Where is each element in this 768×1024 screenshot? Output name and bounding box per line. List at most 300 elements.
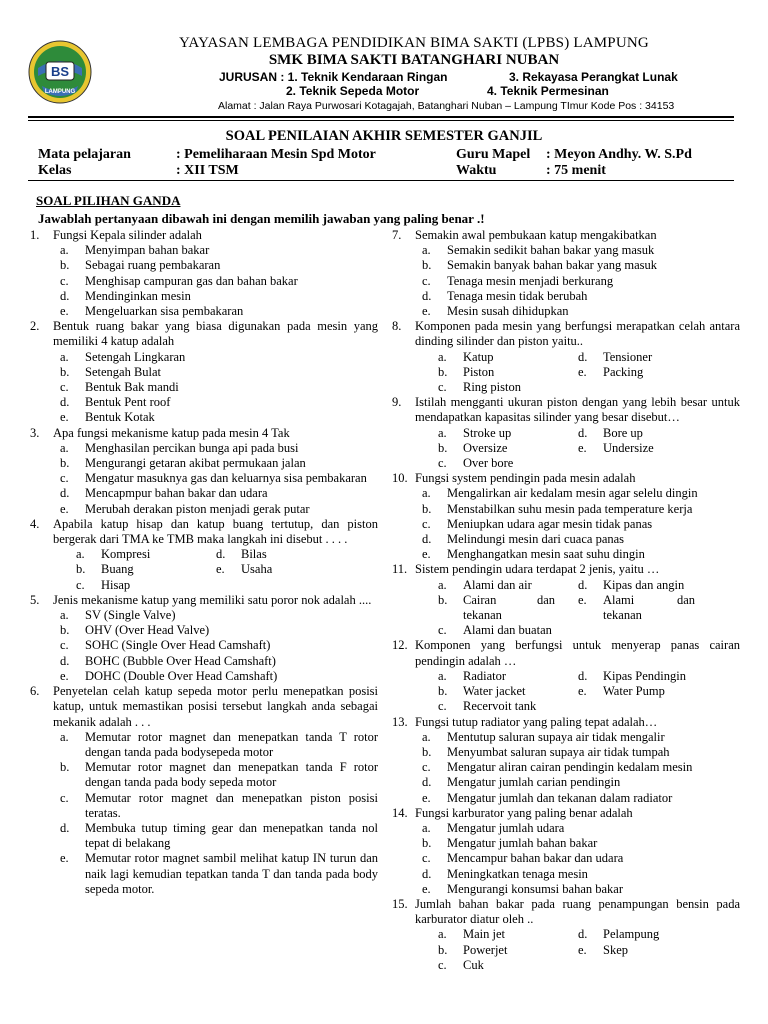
question-item — [392, 319, 740, 395]
option-text: Membuka tutup timing gear dan menepatkan tanda nol tepat di belakang — [85, 820, 378, 851]
option-text: Powerjet — [463, 942, 508, 957]
questions-right-column — [392, 228, 740, 973]
option-letter: b. — [438, 364, 448, 379]
answer-option[interactable] — [555, 426, 695, 441]
option-text: Water Pump — [603, 684, 665, 699]
answer-option[interactable] — [30, 456, 378, 471]
option-letter: d. — [422, 532, 432, 547]
option-text: Menyimpan bahan bakar — [85, 243, 210, 258]
question-text: Sistem pendingin udara terdapat 2 jenis, yaitu … — [415, 562, 660, 577]
option-text: Mengurangi konsumsi bahan bakar — [447, 881, 624, 896]
option-text: Mengatur jumlah dan tekanan dalam radiator — [447, 790, 673, 805]
option-letter: d. — [60, 653, 70, 668]
answer-option[interactable] — [392, 274, 740, 289]
option-letter: a. — [60, 349, 69, 364]
jurusan-3: 3. Rekayasa Perangkat Lunak — [509, 70, 678, 84]
answer-option[interactable] — [392, 258, 740, 273]
question-item — [30, 228, 378, 319]
option-text: Kipas Pendingin — [603, 668, 686, 683]
section-instruction: Jawablah pertanyaan dibawah ini dengan memilih jawaban yang paling benar .! — [38, 211, 485, 226]
option-letter: d. — [422, 866, 432, 881]
answer-option[interactable] — [392, 517, 740, 532]
option-text: Merubah derakan piston menjadi gerak putar — [85, 501, 310, 516]
answer-options — [415, 578, 740, 639]
class-label: Kelas — [38, 163, 72, 178]
answer-option[interactable] — [415, 350, 555, 365]
answer-option[interactable] — [415, 623, 555, 638]
question-number: 13. — [392, 714, 408, 729]
option-letter: b. — [76, 562, 86, 577]
option-text: Semakin sedikit bahan bakar yang masuk — [447, 243, 655, 258]
answer-options — [53, 547, 378, 593]
question-text: Jenis mekanisme katup yang memiliki satu poror nok adalah .... — [53, 592, 372, 607]
answer-option[interactable] — [415, 593, 555, 623]
option-text: Semakin banyak bahan bakar yang masuk — [447, 258, 658, 273]
answer-option[interactable] — [392, 486, 740, 501]
question-item — [392, 395, 740, 471]
answer-option[interactable] — [555, 593, 695, 623]
option-text: Bore up — [603, 425, 643, 440]
answer-option[interactable] — [53, 547, 193, 562]
teacher-label: Guru Mapel — [456, 147, 531, 162]
answer-option[interactable] — [30, 441, 378, 456]
option-letter: c. — [438, 957, 447, 972]
option-text: Stroke up — [463, 425, 512, 440]
question-text: Bentuk ruang bakar yang biasa digunakan pada mesin yang memiliki 4 katup adalah — [53, 319, 378, 349]
answer-option[interactable] — [555, 365, 695, 380]
option-letter: c. — [60, 380, 69, 395]
question-text: Fungsi karburator yang paling benar adalah — [415, 805, 633, 820]
option-text: Mengurangi getaran akibat permukaan jalan — [85, 456, 306, 471]
option-text: Pelampung — [603, 927, 660, 942]
question-item — [392, 471, 740, 562]
answer-option[interactable] — [30, 304, 378, 319]
answer-option[interactable] — [415, 441, 555, 456]
letterhead — [0, 0, 768, 120]
question-text: Fungsi Kepala silinder adalah — [53, 228, 202, 242]
option-letter: c. — [438, 456, 447, 471]
answer-option[interactable] — [392, 821, 740, 836]
option-text: Mengatur jumlah bahan bakar — [447, 836, 598, 851]
answer-option[interactable] — [30, 654, 378, 669]
option-letter: e. — [60, 304, 69, 319]
answer-option[interactable] — [392, 289, 740, 304]
question-number: 5. — [30, 592, 40, 607]
option-text: Skep — [603, 942, 628, 957]
question-item — [392, 715, 740, 806]
answer-option[interactable] — [555, 684, 695, 699]
answer-options — [415, 350, 740, 396]
answer-option[interactable] — [415, 699, 555, 714]
answer-option[interactable] — [415, 958, 555, 973]
answer-option[interactable] — [392, 851, 740, 866]
option-letter: d. — [578, 349, 588, 364]
answer-option[interactable] — [392, 745, 740, 760]
question-item — [30, 517, 378, 593]
question-text: Semakin awal pembukaan katup mengakibatkan — [415, 228, 657, 242]
question-number: 14. — [392, 805, 408, 820]
question-text: Fungsi tutup radiator yang paling tepat adalah… — [415, 714, 658, 729]
option-text: Oversize — [463, 440, 508, 455]
option-text: Tenaga mesin menjadi berkurang — [447, 273, 614, 288]
question-number: 3. — [30, 425, 40, 440]
answer-option[interactable] — [193, 547, 333, 562]
option-letter: b. — [60, 258, 70, 273]
answer-options — [392, 730, 740, 806]
answer-option[interactable] — [30, 380, 378, 395]
option-text: Mengatur aliran cairan pendingin kedalam mesin — [447, 760, 693, 775]
option-text: Mengalirkan air kedalam mesin agar selelu dingin — [447, 486, 698, 501]
question-number: 15. — [392, 896, 408, 911]
answer-option[interactable] — [30, 395, 378, 410]
answer-option[interactable] — [392, 760, 740, 775]
answer-option[interactable] — [392, 304, 740, 319]
option-text: Mentutup saluran supaya air tidak mengalir — [447, 729, 665, 744]
answer-option[interactable] — [30, 365, 378, 380]
option-text: Cuk — [463, 957, 484, 972]
option-letter: c. — [422, 273, 431, 288]
option-text: Bentuk Bak mandi — [85, 380, 179, 395]
option-letter: a. — [438, 927, 447, 942]
question-text: Jumlah bahan bakar pada ruang penampungan bensin pada karburator diatur oleh .. — [415, 896, 740, 927]
answer-option[interactable] — [415, 927, 555, 942]
question-item — [392, 562, 740, 638]
teacher-value: : Meyon Andhy. W. S.Pd — [546, 147, 692, 162]
option-letter: c. — [438, 380, 447, 395]
option-letter: c. — [422, 516, 431, 531]
option-text: Setengah Bulat — [85, 364, 162, 379]
option-letter: c. — [60, 790, 69, 805]
answer-option[interactable] — [392, 502, 740, 517]
answer-option[interactable] — [30, 638, 378, 653]
option-letter: a. — [438, 577, 447, 592]
option-text: Alami dan tekanan — [603, 592, 695, 623]
answer-option[interactable] — [415, 456, 555, 471]
option-letter: c. — [422, 851, 431, 866]
question-number: 9. — [392, 395, 402, 410]
option-letter: e. — [422, 304, 431, 319]
option-letter: a. — [422, 486, 431, 501]
option-text: Tenaga mesin tidak berubah — [447, 288, 588, 303]
time-label: Waktu — [456, 163, 497, 178]
answer-option[interactable] — [193, 562, 333, 577]
answer-option[interactable] — [415, 669, 555, 684]
option-letter: e. — [578, 592, 587, 607]
questions-left-column — [30, 228, 378, 897]
option-text: Bentuk Kotak — [85, 410, 155, 425]
option-letter: a. — [422, 243, 431, 258]
answer-option[interactable] — [392, 243, 740, 258]
option-letter: d. — [422, 775, 432, 790]
option-letter: d. — [60, 395, 70, 410]
answer-options — [30, 441, 378, 517]
option-text: Setengah Lingkaran — [85, 349, 186, 364]
answer-options — [30, 608, 378, 684]
option-text: Mengeluarkan sisa pembakaran — [85, 304, 244, 319]
question-number: 4. — [30, 516, 40, 531]
option-text: Meniupkan udara agar mesin tidak panas — [447, 516, 653, 531]
option-letter: d. — [60, 486, 70, 501]
logo-text: BS — [50, 64, 70, 79]
option-letter: e. — [60, 851, 69, 866]
option-text: Mengatur masuknya gas dan keluarnya sisa pembakaran — [85, 471, 367, 486]
question-number: 12. — [392, 638, 408, 653]
option-letter: b. — [60, 456, 70, 471]
option-text: Alami dan air — [463, 577, 532, 592]
option-letter: e. — [578, 440, 587, 455]
answer-option[interactable] — [30, 623, 378, 638]
option-letter: d. — [422, 288, 432, 303]
logo-caption: LAMPUNG — [44, 89, 76, 95]
option-text: Meningkatkan tenaga mesin — [447, 866, 588, 881]
option-text: Ring piston — [463, 380, 521, 395]
section-title: SOAL PILIHAN GANDA — [36, 193, 181, 208]
question-item — [392, 806, 740, 897]
subject-label: Mata pelajaran — [38, 147, 131, 162]
question-text: Apabila katup hisap dan katup buang tertutup, dan piston bergerak dari TMA ke TMB maka langkah ini disebut . . . . — [53, 516, 378, 547]
option-letter: e. — [422, 547, 431, 562]
option-text: OHV (Over Head Valve) — [85, 623, 210, 638]
option-text: Menghasilan percikan bunga api pada busi — [85, 440, 299, 455]
option-text: Menstabilkan suhu mesin pada temperature kerja — [447, 501, 693, 516]
answer-options — [30, 350, 378, 426]
answer-options — [392, 821, 740, 897]
option-text: Menghangatkan mesin saat suhu dingin — [447, 547, 645, 562]
option-letter: b. — [438, 440, 448, 455]
answer-option[interactable] — [30, 243, 378, 258]
option-letter: b. — [422, 258, 432, 273]
question-item — [392, 897, 740, 973]
option-letter: e. — [422, 881, 431, 896]
answer-options — [415, 669, 740, 715]
answer-option[interactable] — [30, 851, 378, 897]
option-letter: c. — [60, 638, 69, 653]
option-letter: b. — [422, 744, 432, 759]
answer-option[interactable] — [392, 532, 740, 547]
answer-option[interactable] — [392, 547, 740, 562]
answer-option[interactable] — [392, 730, 740, 745]
option-letter: a. — [438, 349, 447, 364]
option-text: Bentuk Pent roof — [85, 395, 171, 410]
option-letter: b. — [60, 760, 70, 775]
option-letter: b. — [438, 942, 448, 957]
question-text: Istilah mengganti ukuran piston dengan yang lebih besar untuk mendapatkan kapasitas silinder yang besar disebut… — [415, 395, 740, 425]
option-text: Mesin susah dihidupkan — [447, 304, 569, 319]
info-rule — [28, 180, 734, 181]
option-text: Main jet — [463, 927, 506, 942]
answer-options — [415, 426, 740, 472]
option-letter: a. — [60, 440, 69, 455]
option-text: Kompresi — [101, 547, 151, 562]
option-letter: a. — [438, 668, 447, 683]
question-text: Fungsi system pendingin pada mesin adalah — [415, 471, 636, 486]
option-letter: a. — [60, 243, 69, 258]
answer-option[interactable] — [53, 578, 193, 593]
option-letter: c. — [76, 577, 85, 592]
answer-option[interactable] — [555, 350, 695, 365]
question-item — [392, 638, 740, 714]
option-letter: d. — [578, 668, 588, 683]
answer-options — [392, 243, 740, 319]
option-text: Mengatur jumlah carian pendingin — [447, 775, 621, 790]
jurusan-2: 2. Teknik Sepeda Motor — [286, 84, 420, 98]
option-text: Water jacket — [463, 684, 526, 699]
answer-option[interactable] — [555, 441, 695, 456]
option-text: Tensioner — [603, 349, 653, 364]
answer-option[interactable] — [30, 350, 378, 365]
answer-option[interactable] — [415, 578, 555, 593]
option-text: Mencampur bahan bakar dan udara — [447, 851, 624, 866]
school-address: Alamat : Jalan Raya Purwosari Kotagajah, Batanghari Nuban – Lampung TImur Kode Pos : 34153 — [218, 100, 675, 112]
question-text: Apa fungsi mekanisme katup pada mesin 4 Tak — [53, 425, 290, 440]
option-letter: d. — [60, 288, 70, 303]
option-letter: a. — [60, 729, 69, 744]
answer-option[interactable] — [30, 410, 378, 425]
option-letter: c. — [422, 760, 431, 775]
option-text: Mendinginkan mesin — [85, 288, 191, 303]
question-number: 10. — [392, 471, 408, 486]
option-text: Packing — [603, 364, 644, 379]
question-number: 11. — [392, 562, 408, 577]
question-item — [30, 684, 378, 897]
question-item — [30, 593, 378, 684]
answer-options — [30, 243, 378, 319]
answer-option[interactable] — [555, 669, 695, 684]
option-text: Piston — [463, 364, 495, 379]
question-number: 1. — [30, 228, 40, 242]
question-text: Penyetelan celah katup sepeda motor perlu menepatkan posisi katup, untuk memastikan posisi tersebut langkah anda sebagai mekanik adalah . . . — [53, 684, 378, 729]
option-letter: e. — [216, 562, 225, 577]
option-letter: d. — [578, 577, 588, 592]
question-item — [30, 426, 378, 517]
answer-option[interactable] — [30, 502, 378, 517]
question-text: Komponen yang berfungsi untuk menyerap panas cairan pendingin adalah … — [415, 638, 740, 668]
answer-option[interactable] — [415, 426, 555, 441]
answer-option[interactable] — [392, 791, 740, 806]
answer-options — [392, 486, 740, 562]
question-item — [392, 228, 740, 319]
option-letter: b. — [422, 501, 432, 516]
answer-option[interactable] — [392, 775, 740, 790]
answer-option[interactable] — [30, 730, 378, 760]
option-text: Katup — [463, 349, 494, 364]
option-letter: b. — [438, 684, 448, 699]
question-item — [30, 319, 378, 425]
exam-title: SOAL PENILAIAN AKHIR SEMESTER GANJIL — [225, 128, 543, 144]
option-letter: e. — [60, 668, 69, 683]
jurusan-4: 4. Teknik Permesinan — [487, 84, 609, 98]
question-number: 6. — [30, 684, 40, 699]
option-text: Mencapmpur bahan bakar dan udara — [85, 486, 268, 501]
option-text: Sebagai ruang pembakaran — [85, 258, 221, 273]
option-text: Memutar rotor magnet dan menepatkan piston posisi teratas. — [85, 790, 378, 820]
option-text: Memutar rotor magnet dan menepatkan tanda F rotor dengan tanda pada body sepeda motor — [85, 760, 378, 790]
option-letter: a. — [76, 547, 85, 562]
class-value: : XII TSM — [176, 163, 239, 178]
option-text: Memutar rotor magnet sambil melihat katup IN turun dan naik lagi kemudian tepatkan tanda T dan tanda pada body sepeda motor. — [85, 851, 378, 896]
answer-option[interactable] — [415, 365, 555, 380]
option-letter: e. — [60, 410, 69, 425]
option-text: Menghisap campuran gas dan bahan bakar — [85, 273, 298, 288]
answer-option[interactable] — [30, 791, 378, 821]
question-number: 8. — [392, 319, 402, 334]
option-text: Menyumbat saluran supaya air tidak tumpah — [447, 744, 670, 759]
answer-option[interactable] — [30, 289, 378, 304]
option-text: Cairan dan tekanan — [463, 592, 555, 623]
option-letter: d. — [578, 425, 588, 440]
option-text: Radiator — [463, 668, 507, 683]
answer-option[interactable] — [415, 684, 555, 699]
option-letter: e. — [60, 501, 69, 516]
option-letter: e. — [422, 790, 431, 805]
subject-value: : Pemeliharaan Mesin Spd Motor — [176, 147, 376, 162]
option-letter: a. — [438, 425, 447, 440]
answer-option[interactable] — [30, 471, 378, 486]
question-number: 2. — [30, 319, 40, 334]
answer-option[interactable] — [30, 258, 378, 273]
option-letter: b. — [438, 592, 448, 607]
jurusan-line-1: JURUSAN : 1. Teknik Kendaraan Ringan — [219, 70, 448, 84]
option-text: Melindungi mesin dari cuaca panas — [447, 532, 625, 547]
header-rule-thin — [28, 120, 734, 121]
answer-option[interactable] — [392, 867, 740, 882]
foundation-name: YAYASAN LEMBAGA PENDIDIKAN BIMA SAKTI (LPBS) LAMPUNG — [179, 35, 649, 51]
header-rule — [28, 116, 734, 118]
option-letter: e. — [578, 684, 587, 699]
option-letter: e. — [578, 942, 587, 957]
option-letter: a. — [422, 729, 431, 744]
option-text: Kipas dan angin — [603, 577, 685, 592]
option-text: Mengatur jumlah udara — [447, 820, 565, 835]
answer-option[interactable] — [555, 578, 695, 593]
option-text: Buang — [101, 562, 134, 577]
answer-option[interactable] — [30, 486, 378, 501]
option-text: Bilas — [241, 547, 267, 562]
answer-option[interactable] — [555, 927, 695, 942]
answer-option[interactable] — [415, 380, 555, 395]
answer-options — [415, 927, 740, 973]
answer-option[interactable] — [53, 562, 193, 577]
option-text: SOHC (Single Over Head Camshaft) — [85, 638, 271, 653]
answer-option[interactable] — [30, 821, 378, 851]
option-text: SV (Single Valve) — [85, 608, 176, 623]
option-text: DOHC (Double Over Head Camshaft) — [85, 668, 278, 683]
option-letter: d. — [216, 547, 226, 562]
option-text: Hisap — [101, 577, 131, 592]
option-letter: c. — [438, 699, 447, 714]
option-letter: a. — [422, 820, 431, 835]
option-text: Over bore — [463, 456, 514, 471]
option-text: BOHC (Bubble Over Head Camshaft) — [85, 653, 276, 668]
answer-option[interactable] — [392, 836, 740, 851]
answer-option[interactable] — [30, 608, 378, 623]
option-letter: b. — [422, 836, 432, 851]
option-letter: e. — [578, 364, 587, 379]
question-number: 7. — [392, 228, 402, 242]
answer-option[interactable] — [555, 943, 695, 958]
option-letter: b. — [60, 623, 70, 638]
answer-option[interactable] — [392, 882, 740, 897]
school-name: SMK BIMA SAKTI BATANGHARI NUBAN — [268, 52, 560, 68]
option-text: Recervoit tank — [463, 699, 537, 714]
answer-option[interactable] — [30, 760, 378, 790]
option-letter: d. — [578, 927, 588, 942]
answer-options — [30, 730, 378, 897]
answer-option[interactable] — [30, 669, 378, 684]
question-text: Komponen pada mesin yang berfungsi merapatkan celah antara dinding silinder dan piston yaitu.. — [415, 319, 740, 349]
answer-option[interactable] — [30, 274, 378, 289]
answer-option[interactable] — [415, 943, 555, 958]
